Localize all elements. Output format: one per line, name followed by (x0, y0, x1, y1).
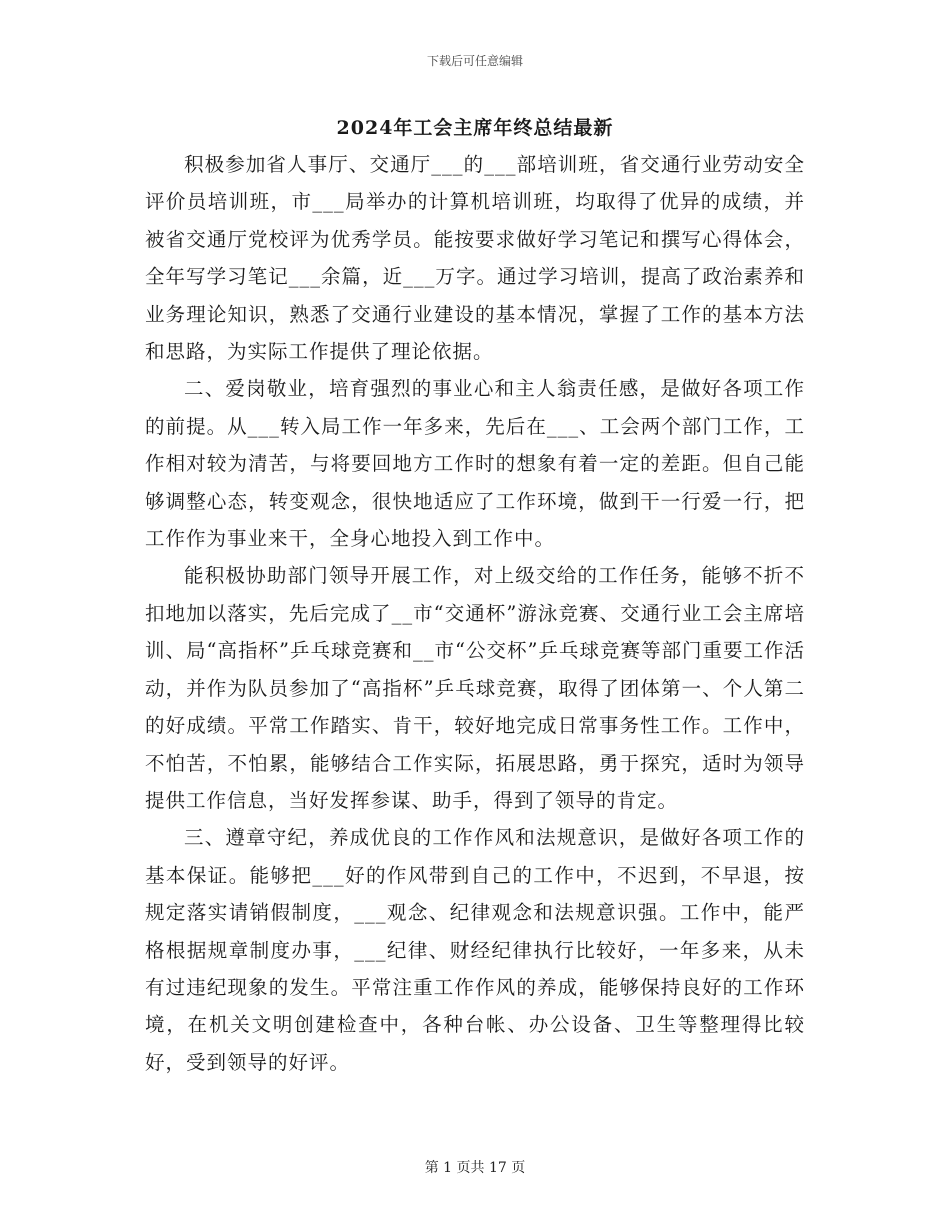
page-header: 下载后可任意编辑 (426, 54, 523, 68)
paragraph: 能积极协助部门领导开展工作，对上级交给的工作任务，能够不折不扣地加以落实，先后完成了__市“交通杯”游泳竞赛、交通行业工会主席培训、局“高指杯”乒乓球竞赛和__市“公交杯”乒乓球竞赛等部门重要工作活动，并作为队员参加了“高指杯”乒乓球竞赛，取得了团体第一、个人第二的好成绩。平常工作踏实、肯干，较好地完成日常事务性工作。工作中，不怕苦，不怕累，能够结合工作实际，拓展思路，勇于探究，适时为领导提供工作信息，当好发挥参谋、助手，得到了领导的肯定。 (145, 564, 805, 812)
document-title: 2024年工会主席年终总结最新 (336, 117, 614, 139)
paragraph: 积极参加省人事厅、交通厅___的___部培训班，省交通行业劳动安全评价员培训班，市___局举办的计算机培训班，均取得了优异的成绩，并被省交通厅党校评为优秀学员。能按要求做好学习笔记和撰写心得体会，全年写学习笔记___余篇，近___万字。通过学习培训，提高了政治素养和业务理论知识，熟悉了交通行业建设的基本情况，掌握了工作的基本方法和思路，为实际工作提供了理论依据。 (145, 153, 805, 364)
paragraph: 二、爱岗敬业，培育强烈的事业心和主人翁责任感，是做好各项工作的前提。从___转入局工作一年多来，先后在___、工会两个部门工作，工作相对较为清苦，与将要回地方工作时的想象有着一定的差距。但自己能够调整心态，转变观念，很快地适应了工作环境，做到干一行爱一行，把工作作为事业来干，全身心地投入到工作中。 (145, 377, 805, 551)
page-footer: 第 1 页共 17 页 (424, 1160, 526, 1176)
paragraph: 三、遵章守纪，养成优良的工作作风和法规意识，是做好各项工作的基本保证。能够把___好的作风带到自己的工作中，不迟到，不早退，按规定落实请销假制度，___观念、纪律观念和法规意识强。工作中，能严格根据规章制度办事，___纪律、财经纪律执行比较好，一年多来，从未有过违纪现象的发生。平常注重工作作风的养成，能够保持良好的工作环境，在机关文明创建检查中，各种台帐、办公设备、卫生等整理得比较好，受到领导的好评。 (145, 826, 805, 1074)
document-body (145, 146, 805, 1081)
